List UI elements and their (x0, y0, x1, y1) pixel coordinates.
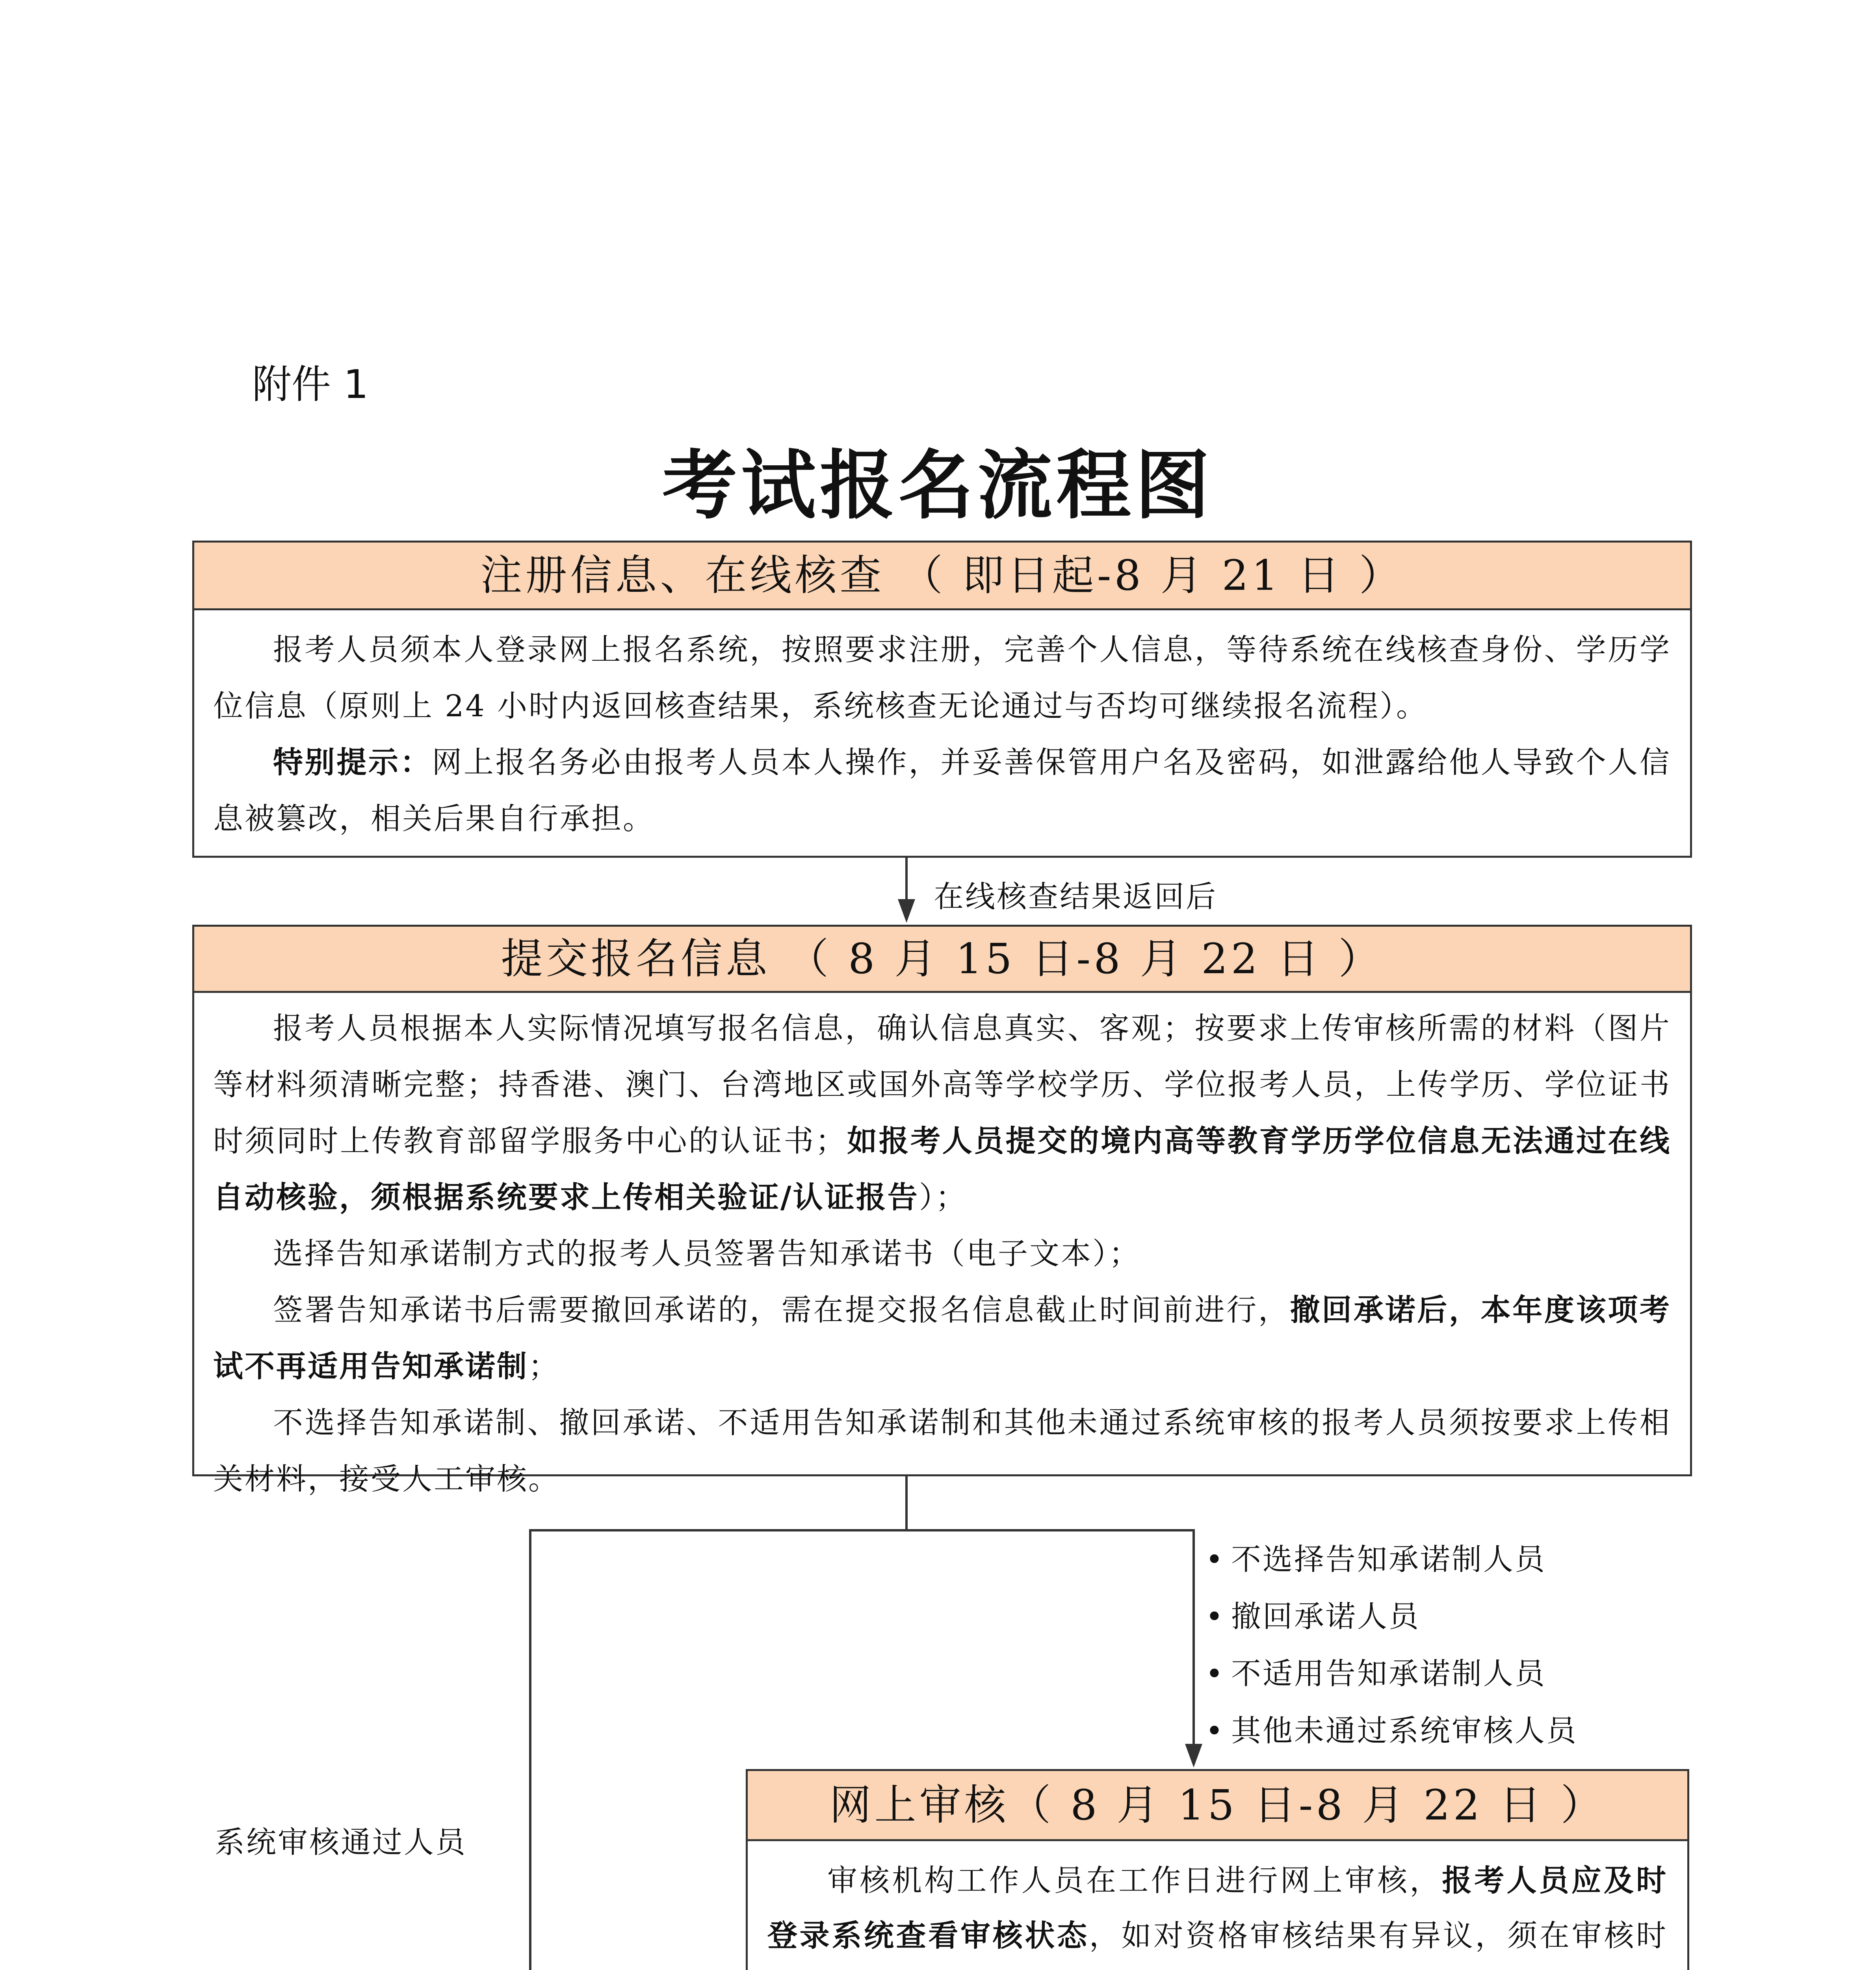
step2-body (194, 993, 1690, 1507)
branch-bullet-item: • 撤回承诺人员 (1205, 1588, 1578, 1645)
step2-para1-a: 报考人员根据本人实际情况填写报名信息，确认信息真实、客观；按要求上传审核所需的材料（图片等材料须清晰完整；持香港、澳门、台湾地区或国外高等学校学历、学位报考人员，上传学历、学位证书时须同时上传教育部留学服务中心的认证书； (213, 1011, 1671, 1158)
step1-special-label: 特别提示： (273, 745, 432, 780)
arrow1-label: 在线核查结果返回后 (934, 879, 1217, 914)
step2-header: 提交报名信息 （ 8 月 15 日-8 月 22 日 ） (194, 927, 1690, 993)
connector-horizontal-top (529, 1529, 1195, 1531)
arrow1-line (905, 858, 908, 901)
left-branch-label: 系统审核通过人员 (215, 1825, 467, 1860)
step3-para (767, 1853, 1668, 1970)
branch-arrow-head (1185, 1744, 1202, 1767)
branch-bullet-list (1205, 1531, 1578, 1759)
step3-para-b: 报考人员应及时登录系统查看审核状态 (767, 1863, 1668, 1953)
step3-header: 网上审核（ 8 月 15 日-8 月 22 日 ） (748, 1771, 1687, 1841)
step1-special-text: 网上报名务必由报考人员本人操作，并妥善保管用户名及密码，如泄露给他人导致个人信息被篡改，相关后果自行承担。 (213, 745, 1672, 836)
step1-box (192, 541, 1692, 858)
step3-para-c: ，如对资格审核结果有异议，须在审核时 (1089, 1918, 1668, 1953)
connector-left-vertical (529, 1529, 531, 1970)
arrow1-head (898, 899, 915, 923)
step2-para3 (213, 1282, 1671, 1394)
branch-bullet-item: • 不选择告知承诺制人员 (1205, 1531, 1578, 1588)
step1-special (213, 734, 1671, 847)
step3-body (748, 1841, 1687, 1970)
branch-bullet-item: • 其他未通过系统审核人员 (1205, 1702, 1578, 1759)
branch-bullet-item: • 不适用告知承诺制人员 (1205, 1645, 1578, 1702)
step2-para3-b: 撤回承诺后，本年度该项考试不再适用告知承诺制 (213, 1292, 1672, 1384)
step3-para-a: 审核机构工作人员在工作日进行网上审核， (827, 1863, 1442, 1898)
step2-para3-c: ； (528, 1349, 560, 1384)
step1-para1: 报考人员须本人登录网上报名系统，按照要求注册，完善个人信息，等待系统在线核查身份、学历学位信息（原则上 24 小时内返回核查结果，系统核查无论通过与否均可继续报名流程）。 (213, 632, 1671, 723)
step2-para1 (213, 1000, 1671, 1225)
attachment-label: 附件 1 (252, 361, 369, 407)
connector-right-vertical (1192, 1529, 1195, 1746)
step1-header: 注册信息、在线核查 （ 即日起-8 月 21 日 ） (194, 543, 1690, 610)
step2-para2: 选择告知承诺制方式的报考人员签署告知承诺书（电子文本）； (273, 1236, 1140, 1271)
step2-box (192, 925, 1692, 1496)
connector-down-from-step2 (905, 1476, 908, 1531)
step2-para3-a: 签署告知承诺书后需要撤回承诺的，需在提交报名信息截止时间前进行， (273, 1292, 1290, 1327)
page-title: 考试报名流程图 (662, 441, 1214, 529)
step1-body (194, 610, 1690, 847)
step2-para4: 不选择告知承诺制、撤回承诺、不适用告知承诺制和其他未通过系统审核的报考人员须按要求上传相关材料，接受人工审核。 (213, 1405, 1671, 1496)
step2-para1-b: 如报考人员提交的境内高等教育学历学位信息无法通过在线自动核验，须根据系统要求上传相关验证/认证报告 (213, 1123, 1672, 1215)
step3-box (746, 1769, 1689, 1970)
step2-para1-c: ）； (919, 1180, 967, 1215)
